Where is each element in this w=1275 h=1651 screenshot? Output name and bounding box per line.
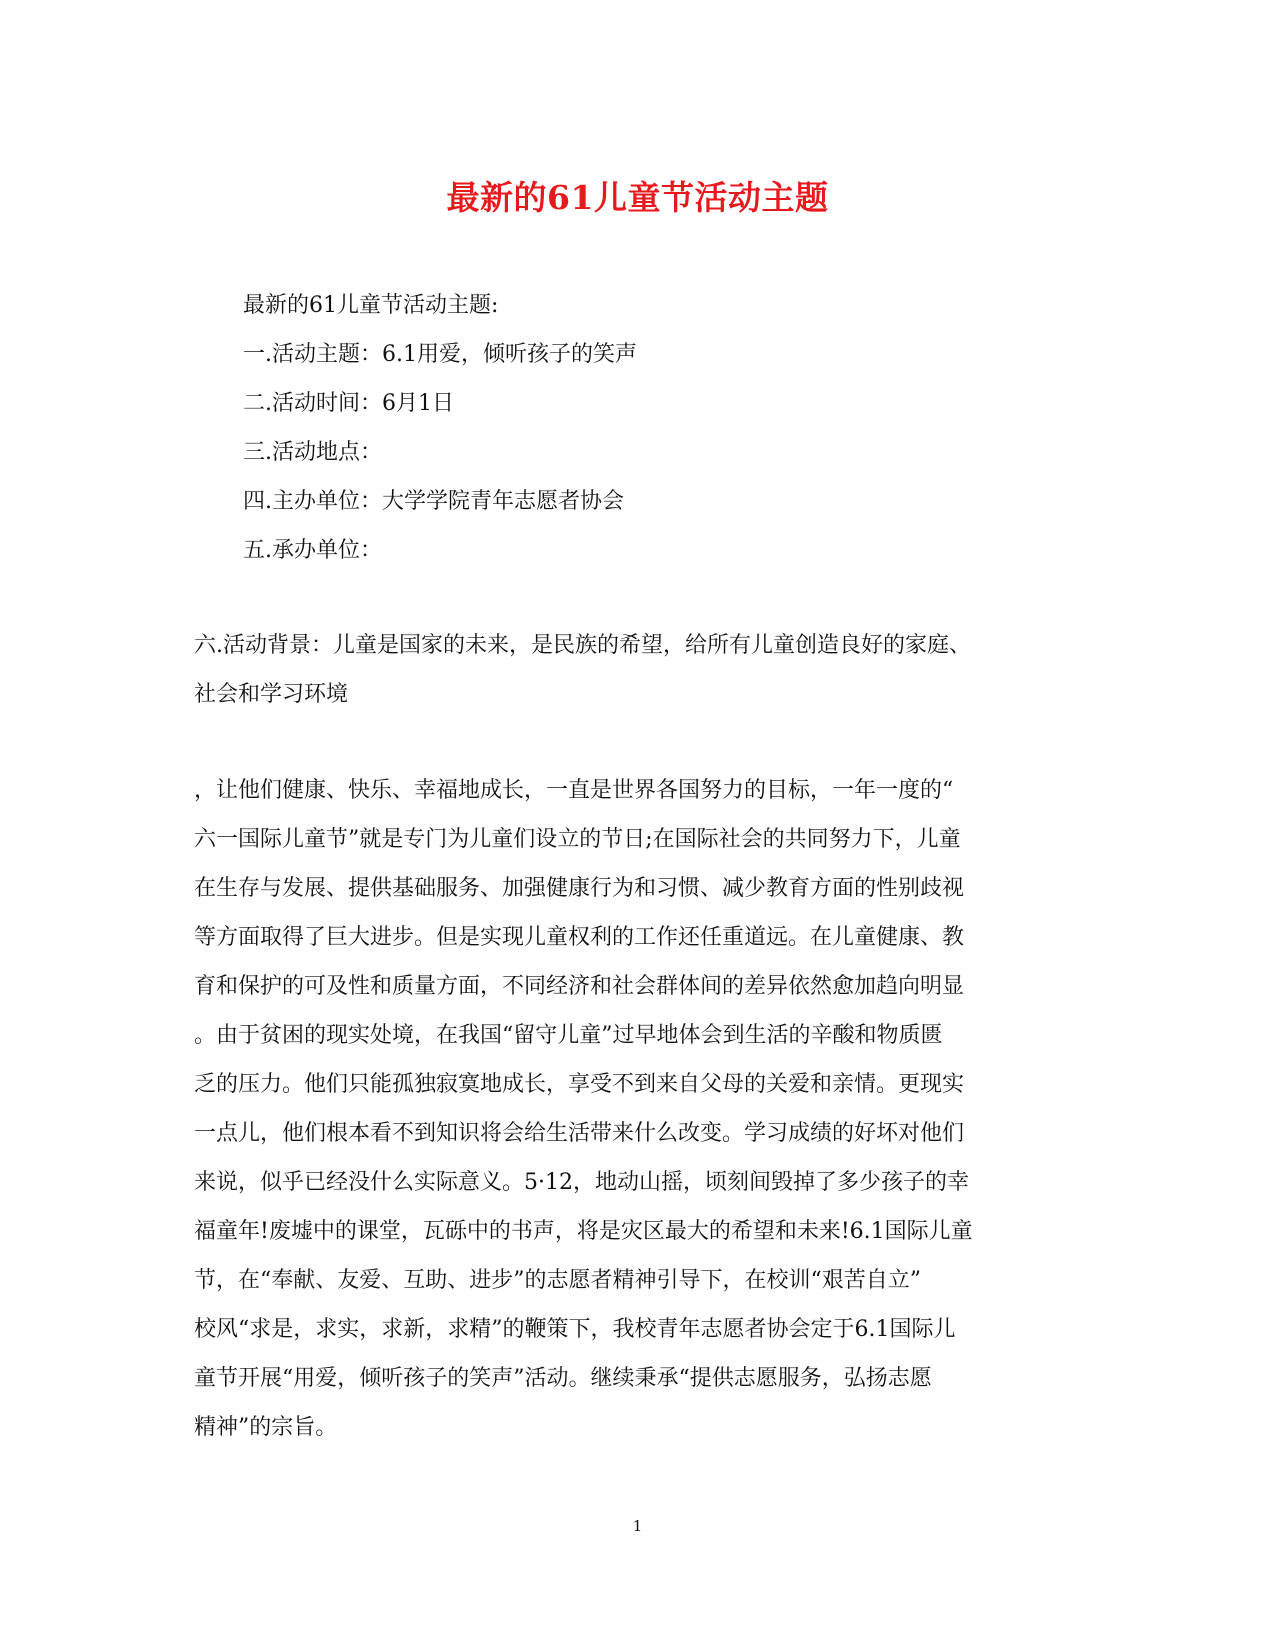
document-title: 最新的61儿童节活动主题 <box>446 178 829 217</box>
host-unit-line: 四.主办单位：大学学院青年志愿者协会 <box>243 489 624 514</box>
page-number: 1 <box>632 1517 643 1535</box>
paragraph-line: 。由于贫困的现实处境，在我国“留守儿童”过早地体会到生活的辛酸和物质匮 <box>194 1023 943 1048</box>
paragraph-line: 育和保护的可及性和质量方面，不同经济和社会群体间的差异依然愈加趋向明显 <box>194 974 965 999</box>
activity-theme-line: 一.活动主题：6.1用爱，倾听孩子的笑声 <box>243 342 637 367</box>
background-paragraph <box>194 621 1084 719</box>
paragraph-line: 六一国际儿童节”就是专门为儿童们设立的节日;在国际社会的共同努力下，儿童 <box>194 827 961 852</box>
intro-list <box>243 281 1123 575</box>
body-paragraph <box>194 766 1084 1452</box>
paragraph-line: 精神”的宗旨。 <box>194 1415 338 1440</box>
paragraph-line: 校风“求是，求实，求新，求精”的鞭策下，我校青年志愿者协会定于6.1国际儿 <box>194 1317 956 1342</box>
paragraph-line: ，让他们健康、快乐、幸福地成长，一直是世界各国努力的目标，一年一度的“ <box>194 778 954 803</box>
paragraph-line: 乏的压力。他们只能孤独寂寞地成长，享受不到来自父母的关爱和亲情。更现实 <box>194 1072 965 1097</box>
paragraph-line: 福童年!废墟中的课堂，瓦砾中的书声，将是灾区最大的希望和未来!6.1国际儿童 <box>194 1219 973 1244</box>
paragraph-line: 童节开展“用爱，倾听孩子的笑声”活动。继续秉承“提供志愿服务，弘扬志愿 <box>194 1366 932 1391</box>
activity-time-line: 二.活动时间：6月1日 <box>243 391 454 416</box>
paragraph-line: 六.活动背景：儿童是国家的未来，是民族的希望，给所有儿童创造良好的家庭、 <box>194 633 971 658</box>
paragraph-line: 在生存与发展、提供基础服务、加强健康行为和习惯、减少教育方面的性别歧视 <box>194 876 965 901</box>
paragraph-line: 节，在“奉献、友爱、互助、进步”的志愿者精神引导下，在校训“艰苦自立” <box>194 1268 921 1293</box>
intro-heading: 最新的61儿童节活动主题: <box>243 293 499 318</box>
paragraph-line: 一点儿，他们根本看不到知识将会给生活带来什么改变。学习成绩的好坏对他们 <box>194 1121 965 1146</box>
activity-location-line: 三.活动地点： <box>243 440 382 465</box>
organizer-unit-line: 五.承办单位： <box>243 538 382 563</box>
paragraph-line: 等方面取得了巨大进步。但是实现儿童权利的工作还任重道远。在儿童健康、教 <box>194 925 965 950</box>
paragraph-line: 社会和学习环境 <box>194 682 349 707</box>
paragraph-line: 来说，似乎已经没什么实际意义。5·12，地动山摇，顷刻间毁掉了多少孩子的幸 <box>194 1170 969 1195</box>
